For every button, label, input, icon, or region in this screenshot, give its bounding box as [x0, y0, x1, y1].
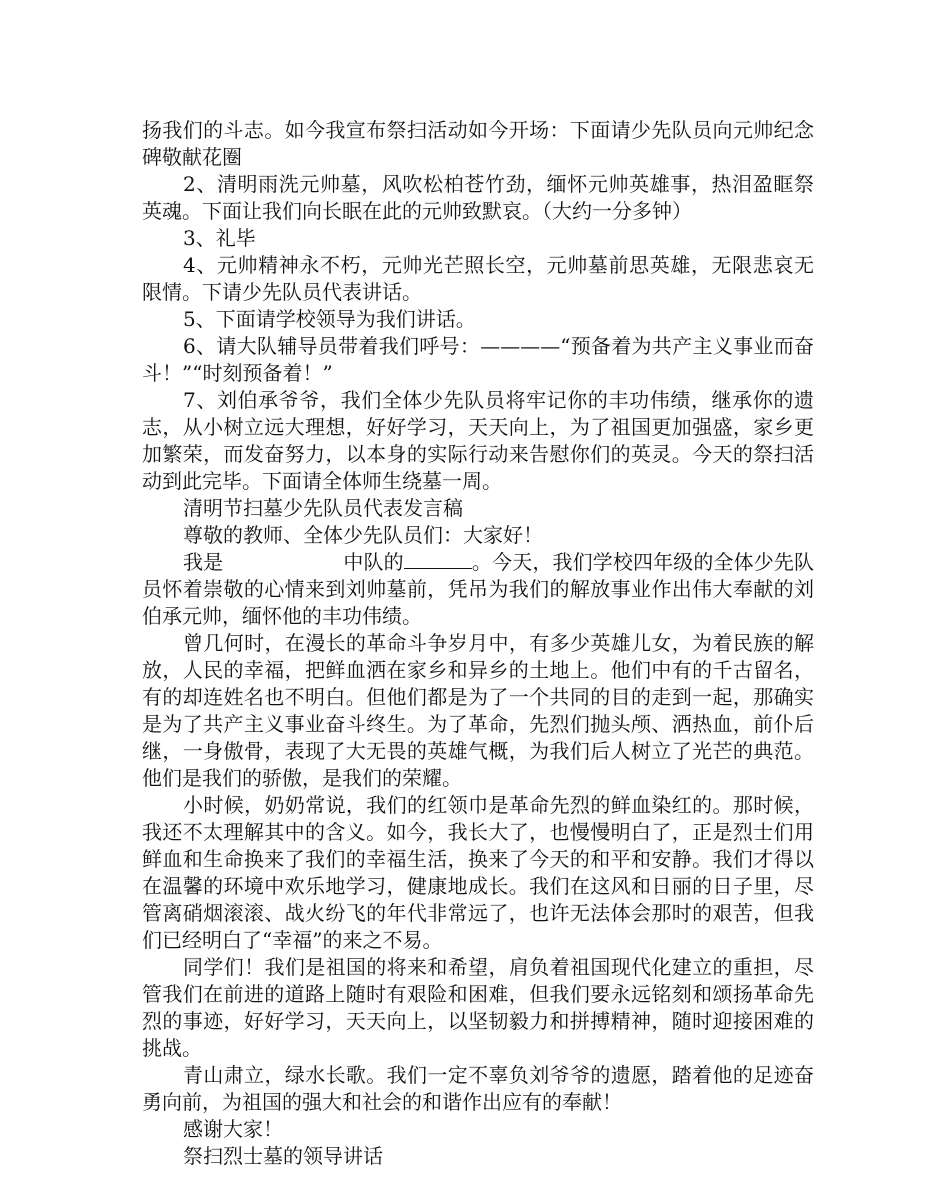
- speech-thanks: 感谢大家！: [183, 1117, 283, 1141]
- paragraph-step-2: 2、清明雨洗元帅墓，风吹松柏苍竹劲，缅怀元帅英雄事，热泪盈眶祭英魂。下面让我们向长眠在此的元帅致默哀。（大约一分多钟）: [142, 172, 814, 223]
- paragraph-step-4: 4、元帅精神永不朽，元帅光芒照长空，元帅墓前思英雄，无限悲哀无限情。下请少先队员代表讲话。: [142, 253, 814, 304]
- paragraph-vow: 青山肃立，绿水长歌。我们一定不辜负刘爷爷的遗愿，踏着他的足迹奋勇向前，为祖国的强大和社会的和谐作出应有的奉献！: [142, 1063, 814, 1114]
- paragraph-step-3: 3、礼毕: [183, 226, 256, 250]
- intro-squad: 中队的: [343, 550, 404, 574]
- paragraph-opening-continuation: 扬我们的斗志。如今我宣布祭扫活动如今开场：下面请少先队员向元帅纪念碑敬献花圈: [142, 118, 814, 169]
- speech-greeting: 尊敬的教师、全体少先队员们：大家好！: [183, 523, 543, 547]
- paragraph-step-5: 5、下面请学校领导为我们讲话。: [183, 307, 476, 331]
- intro-prefix: 我是: [183, 550, 224, 574]
- document-body: [142, 117, 814, 1170]
- intro-blank-line: [404, 550, 472, 569]
- section-title-leader-speech: 祭扫烈士墓的领导讲话: [183, 1144, 383, 1168]
- speech-introduction: [142, 549, 814, 630]
- paragraph-history: 曾几何时，在漫长的革命斗争岁月中，有多少英雄儿女，为着民族的解放，人民的幸福，把鲜血洒在家乡和异乡的土地上。他们中有的千古留名，有的却连姓名也不明白。但他们都是为了一个共同的目的走到一起，那确实是为了共产主义事业奋斗终生。为了革命，先烈们抛头颅、洒热血，前仆后继，一身傲骨，表现了大无畏的英雄气概，为我们后人树立了光芒的典范。他们是我们的骄傲，是我们的荣耀。: [142, 631, 814, 790]
- paragraph-students: 同学们！我们是祖国的将来和希望，肩负着祖国现代化建立的重担，尽管我们在前进的道路上随时有艰险和困难，但我们要永远铭刻和颂扬革命先烈的事迹，好好学习，天天向上，以坚韧毅力和拼搏精神，随时迎接困难的挑战。: [142, 955, 814, 1060]
- paragraph-step-7: 7、刘伯承爷爷，我们全体少先队员将牢记你的丰功伟绩，继承你的遗志，从小树立远大理想，好好学习，天天向上，为了祖国更加强盛，家乡更加繁荣，而发奋努力，以本身的实际行动来告慰你们的英灵。今天的祭扫活动到此完毕。下面请全体师生绕墓一周。: [142, 388, 814, 493]
- paragraph-step-6: 6、请大队辅导员带着我们呼号：————“预备着为共产主义事业而奋斗！”“时刻预备着！”: [142, 334, 814, 385]
- section-title-speech: 清明节扫墓少先队员代表发言稿: [183, 496, 463, 520]
- paragraph-childhood: 小时候，奶奶常说，我们的红领巾是革命先烈的鲜血染红的。那时候，我还不太理解其中的含义。如今，我长大了，也慢慢明白了，正是烈士们用鲜血和生命换来了我们的幸福生活，换来了今天的和平和安静。我们才得以在温馨的环境中欢乐地学习，健康地成长。我们在这风和日丽的日子里，尽管离硝烟滚滚、战火纷飞的年代非常远了，也许无法体会那时的艰苦，但我们已经明白了“幸福”的来之不易。: [142, 793, 814, 952]
- intro-body: 。今天，我们学校四年级的全体少先队员怀着崇敬的心情来到刘帅墓前，凭吊为我们的解放事业作出伟大奉献的刘伯承元帅，缅怀他的丰功伟绩。: [142, 550, 815, 628]
